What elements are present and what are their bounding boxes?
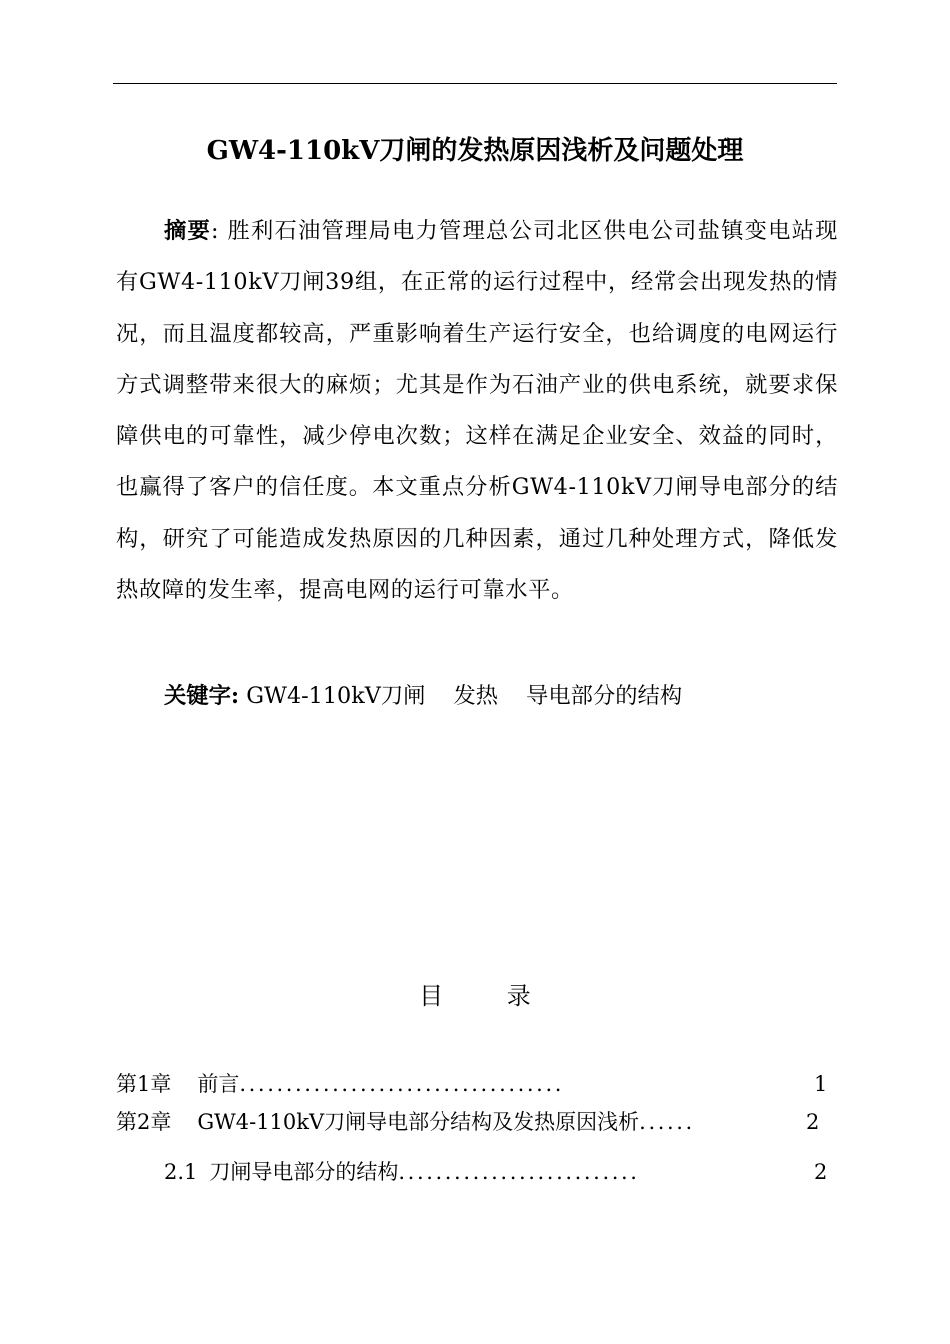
document-title: GW4-110kV刀闸的发热原因浅析及问题处理 <box>206 136 744 166</box>
toc-page-number: 2 <box>814 1160 828 1184</box>
toc-page-number: 1 <box>814 1072 828 1096</box>
toc-entry-label: 前言 <box>197 1072 240 1096</box>
toc-entry-label: 刀闸导电部分的结构 <box>209 1160 399 1184</box>
toc-chapter-number: 第1章 <box>116 1072 172 1096</box>
abstract-text: 胜利石油管理局电力管理总公司北区供电公司盐镇变电站现有GW4-110kV刀闸39组，在正常的运行过程中，经常会出现发热的情况，而且温度都较高，严重影响着生产运行安全，也给调度的电网运行方式调整带来很大的麻烦；尤其是作为石油产业的供电系统，就要求保障供电的可靠性，减少停电次数；这样在满足企业安全、效益的同时，也赢得了客户的信任度。本文重点分析GW4-110kV刀闸导电部分的结构，研究了可能造成发热原因的几种因素，通过几种处理方式，降低发热故障的发生率，提高电网的运行可靠水平。 <box>116 218 838 604</box>
abstract-colon: : <box>211 218 220 244</box>
toc-entry[interactable] <box>164 1156 828 1188</box>
toc-section-number: 2.1 <box>164 1160 198 1184</box>
header-rule <box>113 83 837 84</box>
toc-entry[interactable] <box>116 1106 828 1138</box>
toc-page-number: 2 <box>806 1110 820 1134</box>
abstract-paragraph <box>116 206 838 616</box>
toc-leader-dots: ...... <box>639 1110 695 1134</box>
keyword-item: GW4-110kV刀闸 <box>246 683 426 709</box>
keyword-item: 发热 <box>453 683 499 709</box>
keyword-item: 导电部分的结构 <box>526 683 683 709</box>
keywords-line <box>164 678 682 714</box>
toc-entry[interactable] <box>116 1068 828 1100</box>
toc-entry-label: GW4-110kV刀闸导电部分结构及发热原因浅析 <box>197 1110 640 1134</box>
abstract-label: 摘要 <box>164 218 212 244</box>
toc-chapter-number: 第2章 <box>116 1110 172 1134</box>
toc-leader-dots: ................................... <box>239 1072 565 1096</box>
toc-title: 目 录 <box>419 982 559 1010</box>
keywords-label: 关键字: <box>164 683 240 709</box>
toc-leader-dots: .......................... <box>398 1160 640 1184</box>
